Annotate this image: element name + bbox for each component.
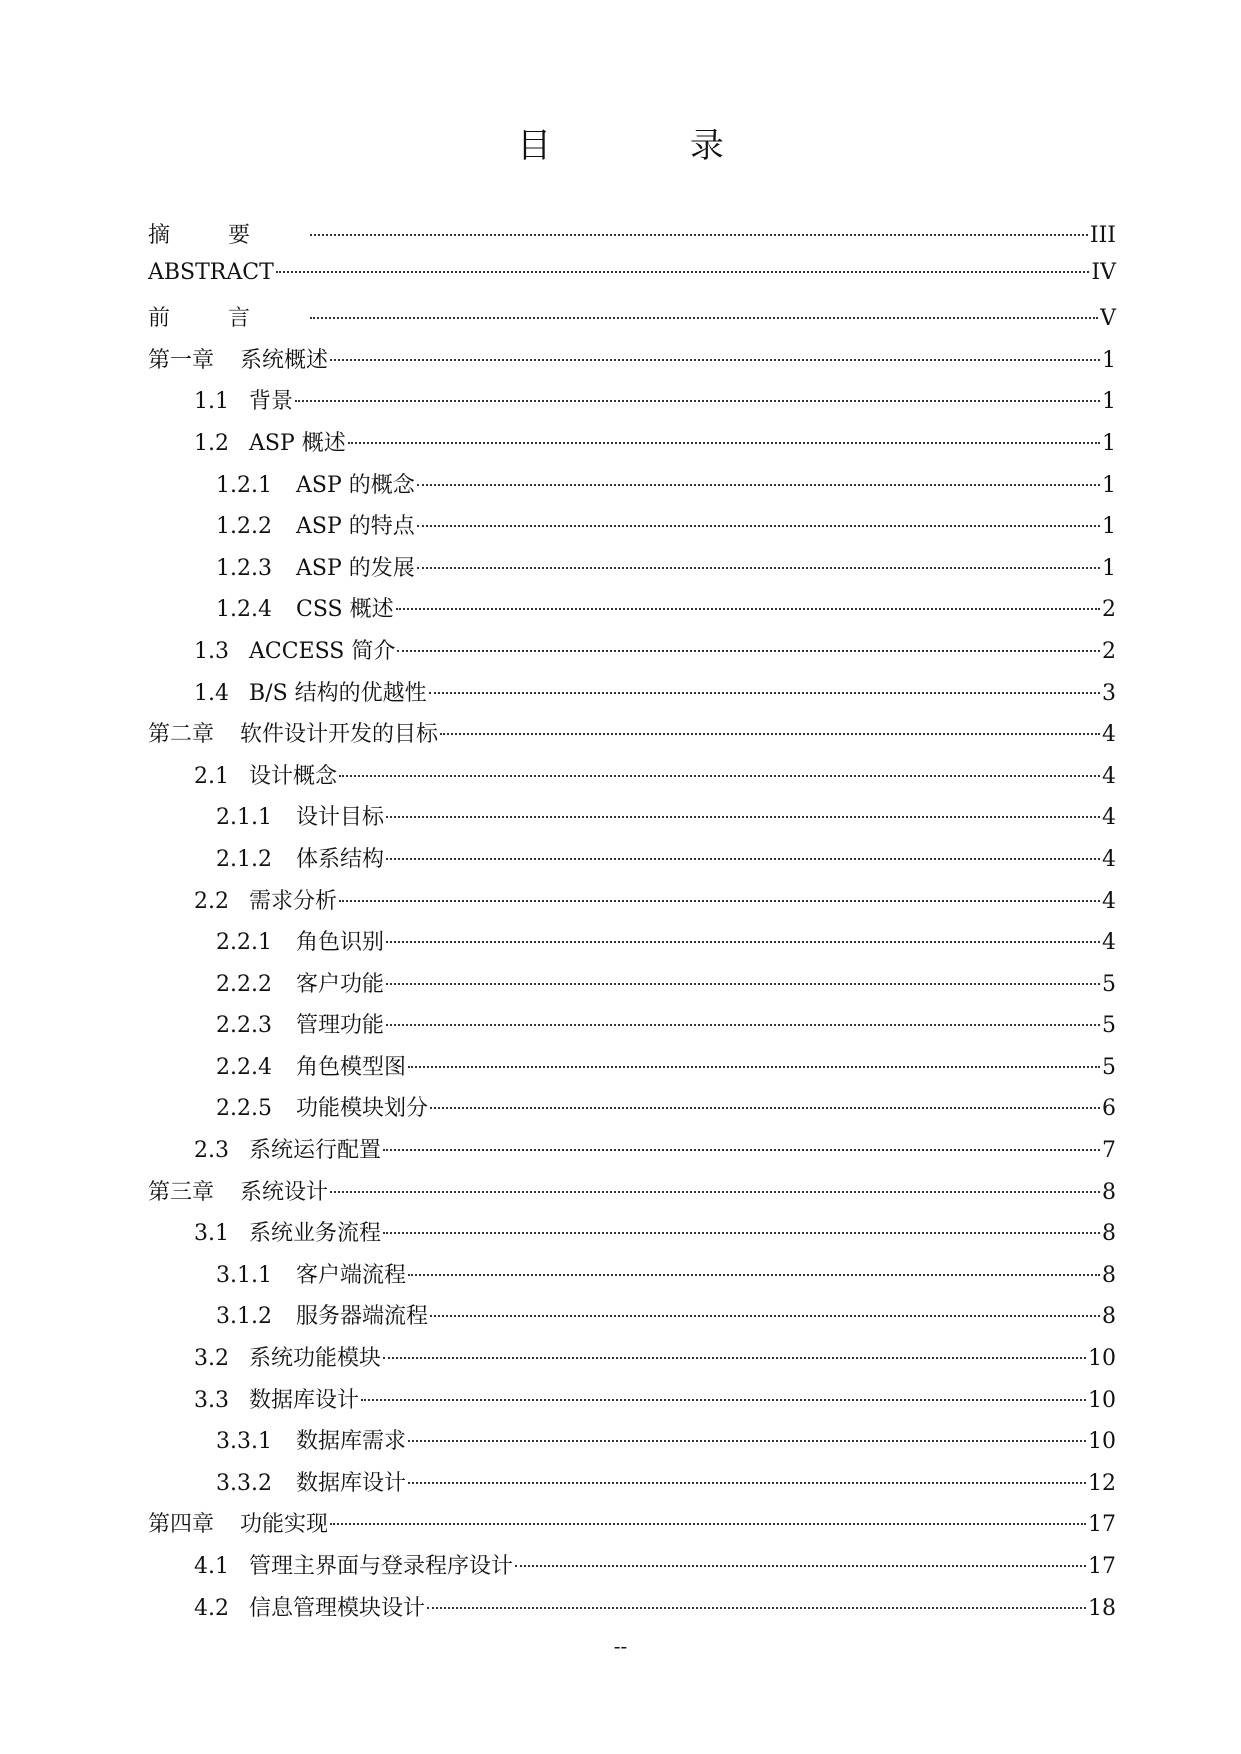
toc-entry-number: 1.2 xyxy=(194,430,229,456)
toc-entry[interactable] xyxy=(148,301,1116,343)
toc-entry-page: 5 xyxy=(1102,1054,1116,1080)
dot-leader xyxy=(386,816,1100,818)
toc-entry-page: 4 xyxy=(1102,805,1116,831)
toc-entry[interactable] xyxy=(148,1133,1116,1175)
toc-entry-page: 4 xyxy=(1102,846,1116,872)
toc-entry-label: 系统概述 xyxy=(240,347,329,373)
dot-leader xyxy=(515,1565,1086,1567)
toc-entry-label: 管理功能 xyxy=(295,1013,384,1039)
toc-entry-number: 1.1 xyxy=(194,389,229,415)
toc-entry-page: 1 xyxy=(1102,347,1116,373)
dot-leader xyxy=(408,1274,1100,1276)
toc-entry-label: 功能实现 xyxy=(240,1512,329,1538)
dot-leader xyxy=(429,692,1100,694)
toc-entry-page: 4 xyxy=(1102,763,1116,789)
toc-entry-label: 需求分析 xyxy=(249,888,338,914)
toc-entry-label: B/S 结构的优越性 xyxy=(249,680,427,706)
page-footer: -- xyxy=(613,1634,628,1658)
toc-entry-number: 3.3.1 xyxy=(216,1429,272,1455)
toc-entry-number: 2.1.2 xyxy=(216,846,272,872)
toc-entry-page: 10 xyxy=(1088,1346,1116,1372)
toc-entry[interactable] xyxy=(148,218,1116,260)
dot-leader xyxy=(430,1107,1100,1109)
dot-leader xyxy=(383,1149,1100,1151)
toc-entry[interactable] xyxy=(148,260,1116,302)
toc-entry[interactable] xyxy=(148,1299,1116,1341)
toc-entry-label: 角色模型图 xyxy=(295,1054,406,1080)
toc-entry-label: 系统设计 xyxy=(240,1179,329,1205)
toc-entry[interactable] xyxy=(148,759,1116,801)
dot-leader xyxy=(386,941,1100,943)
toc-entry-label: 客户功能 xyxy=(295,971,384,997)
toc-entry[interactable] xyxy=(148,717,1116,759)
toc-entry-number: 2.2.1 xyxy=(216,930,272,956)
toc-entry-number: 第二章 xyxy=(148,722,215,748)
dot-leader xyxy=(417,525,1100,527)
toc-entry-page: 1 xyxy=(1102,472,1116,498)
toc-entry-number: 3.2 xyxy=(194,1346,229,1372)
toc-entry-label: 角色识别 xyxy=(295,930,384,956)
dot-leader xyxy=(397,650,1100,652)
toc-entry[interactable] xyxy=(148,1175,1116,1217)
toc-entry-number: 2.2 xyxy=(194,888,229,914)
dot-leader xyxy=(295,400,1100,402)
toc-entry-number: 2.2.2 xyxy=(216,971,272,997)
toc-entry-number: 第四章 xyxy=(148,1512,215,1538)
toc-entry[interactable] xyxy=(148,592,1116,634)
toc-entry-page: IV xyxy=(1091,259,1116,285)
toc-entry-page: 8 xyxy=(1102,1221,1116,1247)
toc-entry-page: 6 xyxy=(1102,1096,1116,1122)
toc-entry-label: 信息管理模块设计 xyxy=(249,1595,426,1621)
toc-entry-label: 系统功能模块 xyxy=(249,1346,382,1372)
dot-leader xyxy=(348,442,1100,444)
dot-leader xyxy=(383,1357,1086,1359)
toc-entry[interactable] xyxy=(148,634,1116,676)
toc-entry-page: 5 xyxy=(1102,971,1116,997)
toc-entry-number: 2.1 xyxy=(194,763,229,789)
dot-leader xyxy=(408,1066,1100,1068)
toc-entry-number: 第三章 xyxy=(148,1179,215,1205)
toc-entry-number: 3.3.2 xyxy=(216,1470,272,1496)
toc-entry-page: 4 xyxy=(1102,930,1116,956)
toc-entry[interactable] xyxy=(148,343,1116,385)
toc-entry-label: 客户端流程 xyxy=(295,1262,406,1288)
toc-entry-number: 1.2.2 xyxy=(216,514,272,540)
toc-entry[interactable] xyxy=(148,1008,1116,1050)
toc-entry-label: 服务器端流程 xyxy=(295,1304,428,1330)
toc-entry-number: 4.2 xyxy=(194,1595,229,1621)
toc-entry-label: 数据库设计 xyxy=(249,1387,360,1413)
toc-entry-label: ASP 概述 xyxy=(249,430,346,456)
toc-entry[interactable] xyxy=(148,884,1116,926)
toc-entry-label: ACCESS 简介 xyxy=(249,638,396,664)
toc-entry-number: 3.1.1 xyxy=(216,1262,272,1288)
toc-entry-number: 1.2.3 xyxy=(216,555,272,581)
toc-entry-label: 管理主界面与登录程序设计 xyxy=(249,1554,514,1579)
dot-leader xyxy=(310,317,1098,319)
toc-entry-page: 4 xyxy=(1102,888,1116,914)
dot-leader xyxy=(339,775,1100,777)
toc-entry[interactable] xyxy=(148,676,1116,718)
toc-entry[interactable] xyxy=(148,1383,1116,1425)
toc-entry-label: 背景 xyxy=(249,389,294,415)
toc-entry-page: 17 xyxy=(1088,1512,1116,1538)
dot-leader xyxy=(330,359,1100,361)
toc-entry[interactable] xyxy=(148,800,1116,842)
toc-entry-page: 8 xyxy=(1102,1262,1116,1288)
toc-entry-number: 3.1 xyxy=(194,1221,229,1247)
toc-entry-page: 3 xyxy=(1102,680,1116,706)
toc-entry-number: 2.2.3 xyxy=(216,1013,272,1039)
toc-entry-label: 系统运行配置 xyxy=(249,1138,382,1164)
toc-entry[interactable] xyxy=(148,426,1116,468)
page-title: 目 录 xyxy=(517,126,788,166)
dot-leader xyxy=(386,1024,1100,1026)
table-of-contents xyxy=(148,218,1116,1632)
toc-entry-label: 设计概念 xyxy=(249,763,338,789)
dot-leader xyxy=(310,234,1088,236)
toc-entry-page: 2 xyxy=(1102,597,1116,623)
toc-entry-number: 3.1.2 xyxy=(216,1304,272,1330)
dot-leader xyxy=(339,900,1100,902)
toc-entry-number: 2.3 xyxy=(194,1138,229,1164)
toc-entry[interactable] xyxy=(148,1341,1116,1383)
toc-entry-label: 软件设计开发的目标 xyxy=(240,722,439,748)
toc-entry-page: 4 xyxy=(1102,722,1116,748)
toc-entry[interactable] xyxy=(148,468,1116,510)
toc-entry-label: 数据库需求 xyxy=(295,1429,406,1455)
toc-entry[interactable] xyxy=(148,1258,1116,1300)
dot-leader xyxy=(440,733,1100,735)
toc-entry-page: 8 xyxy=(1102,1179,1116,1205)
dot-leader xyxy=(330,1191,1100,1193)
dot-leader xyxy=(417,567,1100,569)
toc-entry[interactable] xyxy=(148,1424,1116,1466)
toc-entry-number: 2.2.4 xyxy=(216,1054,272,1080)
toc-entry[interactable] xyxy=(148,925,1116,967)
toc-entry-label: CSS 概述 xyxy=(295,597,394,623)
toc-entry[interactable] xyxy=(148,1216,1116,1258)
toc-entry[interactable] xyxy=(148,551,1116,593)
toc-entry-page: 1 xyxy=(1102,389,1116,415)
toc-entry-label: 功能模块划分 xyxy=(295,1096,428,1122)
toc-entry[interactable] xyxy=(148,1050,1116,1092)
toc-entry-label: 体系结构 xyxy=(295,846,384,872)
dot-leader xyxy=(396,608,1100,610)
toc-entry[interactable] xyxy=(148,1466,1116,1508)
toc-entry[interactable] xyxy=(148,509,1116,551)
toc-entry[interactable] xyxy=(148,1091,1116,1133)
toc-entry-number: 2.1.1 xyxy=(216,805,272,831)
dot-leader xyxy=(408,1482,1086,1484)
dot-leader xyxy=(330,1523,1086,1525)
toc-entry-label: 系统业务流程 xyxy=(249,1221,382,1247)
toc-entry-page: 2 xyxy=(1102,638,1116,664)
toc-entry-page: 1 xyxy=(1102,514,1116,540)
toc-entry-page: 7 xyxy=(1102,1138,1116,1164)
dot-leader xyxy=(361,1399,1086,1401)
toc-entry-label: 数据库设计 xyxy=(295,1470,406,1496)
dot-leader xyxy=(386,983,1100,985)
dot-leader xyxy=(383,1232,1100,1234)
toc-entry[interactable] xyxy=(148,967,1116,1009)
toc-entry-label: 摘要 xyxy=(148,223,309,248)
toc-entry-number: 1.3 xyxy=(194,638,229,664)
toc-entry-number: 4.1 xyxy=(194,1554,229,1579)
toc-entry-number: 第一章 xyxy=(148,347,215,373)
toc-entry-label: 前言 xyxy=(148,306,309,332)
toc-entry-page: 1 xyxy=(1102,555,1116,581)
dot-leader xyxy=(386,858,1100,860)
toc-entry-page: 10 xyxy=(1088,1387,1116,1413)
toc-entry[interactable] xyxy=(148,842,1116,884)
dot-leader xyxy=(417,484,1100,486)
dot-leader xyxy=(276,271,1090,273)
toc-entry-page: V xyxy=(1100,306,1116,332)
toc-entry-page: 5 xyxy=(1102,1013,1116,1039)
toc-entry-label: 设计目标 xyxy=(295,805,384,831)
toc-entry-number: 1.2.1 xyxy=(216,472,272,498)
dot-leader xyxy=(430,1315,1100,1317)
toc-entry[interactable] xyxy=(148,384,1116,426)
toc-entry[interactable] xyxy=(148,1507,1116,1549)
toc-entry-page: 8 xyxy=(1102,1304,1116,1330)
toc-entry-number: 1.2.4 xyxy=(216,597,272,623)
toc-entry-number: 1.4 xyxy=(194,680,229,706)
toc-entry-number: 2.2.5 xyxy=(216,1096,272,1122)
dot-leader xyxy=(427,1607,1086,1609)
toc-entry-label: ABSTRACT xyxy=(148,259,274,285)
toc-entry-label: ASP 的发展 xyxy=(295,555,415,581)
dot-leader xyxy=(408,1440,1086,1442)
toc-entry-page: 18 xyxy=(1088,1595,1116,1621)
toc-entry-label: ASP 的特点 xyxy=(295,514,415,540)
toc-entry[interactable] xyxy=(148,1591,1116,1633)
toc-entry-page: 10 xyxy=(1088,1429,1116,1455)
toc-entry-label: ASP 的概念 xyxy=(295,472,415,498)
toc-entry-page: III xyxy=(1089,223,1116,248)
toc-entry-page: 12 xyxy=(1088,1470,1116,1496)
toc-entry-page: 17 xyxy=(1088,1554,1116,1579)
toc-entry[interactable] xyxy=(148,1549,1116,1591)
toc-entry-page: 1 xyxy=(1102,430,1116,456)
toc-entry-number: 3.3 xyxy=(194,1387,229,1413)
